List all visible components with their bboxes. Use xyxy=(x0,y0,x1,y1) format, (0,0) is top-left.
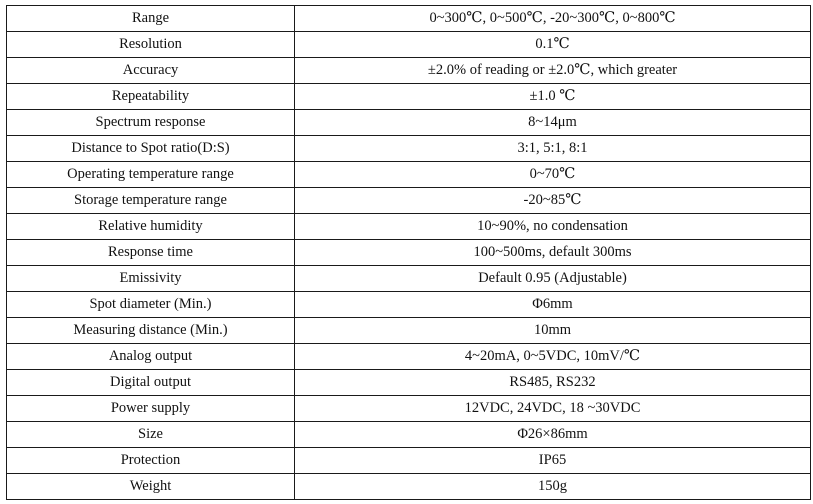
table-row-power-supply xyxy=(7,396,811,422)
resolution-value: 0.1℃ xyxy=(295,32,811,58)
table-row-storage-temperature xyxy=(7,188,811,214)
table-row-measuring-distance xyxy=(7,318,811,344)
accuracy-value: ±2.0% of reading or ±2.0℃, which greater xyxy=(295,58,811,84)
table-row-repeatability xyxy=(7,84,811,110)
size-value: Φ26×86mm xyxy=(295,422,811,448)
storage-temperature-label: Storage temperature range xyxy=(7,188,295,214)
relative-humidity-value: 10~90%, no condensation xyxy=(295,214,811,240)
analog-output-label: Analog output xyxy=(7,344,295,370)
response-time-label: Response time xyxy=(7,240,295,266)
table-row-digital-output xyxy=(7,370,811,396)
spot-diameter-label: Spot diameter (Min.) xyxy=(7,292,295,318)
digital-output-label: Digital output xyxy=(7,370,295,396)
table-row-protection xyxy=(7,448,811,474)
power-supply-value: 12VDC, 24VDC, 18 ~30VDC xyxy=(295,396,811,422)
specification-table-body xyxy=(7,6,811,500)
distance-to-spot-ratio-label: Distance to Spot ratio(D:S) xyxy=(7,136,295,162)
emissivity-value: Default 0.95 (Adjustable) xyxy=(295,266,811,292)
protection-label: Protection xyxy=(7,448,295,474)
spectrum-response-label: Spectrum response xyxy=(7,110,295,136)
range-label: Range xyxy=(7,6,295,32)
weight-label: Weight xyxy=(7,474,295,500)
table-row-relative-humidity xyxy=(7,214,811,240)
emissivity-label: Emissivity xyxy=(7,266,295,292)
table-row-spot-diameter xyxy=(7,292,811,318)
table-row-spectrum-response xyxy=(7,110,811,136)
repeatability-value: ±1.0 ℃ xyxy=(295,84,811,110)
relative-humidity-label: Relative humidity xyxy=(7,214,295,240)
storage-temperature-value: -20~85℃ xyxy=(295,188,811,214)
operating-temperature-value: 0~70℃ xyxy=(295,162,811,188)
table-row-emissivity xyxy=(7,266,811,292)
table-row-distance-to-spot-ratio xyxy=(7,136,811,162)
repeatability-label: Repeatability xyxy=(7,84,295,110)
accuracy-label: Accuracy xyxy=(7,58,295,84)
measuring-distance-label: Measuring distance (Min.) xyxy=(7,318,295,344)
table-row-analog-output xyxy=(7,344,811,370)
size-label: Size xyxy=(7,422,295,448)
table-row-range xyxy=(7,6,811,32)
table-row-weight xyxy=(7,474,811,500)
operating-temperature-label: Operating temperature range xyxy=(7,162,295,188)
response-time-value: 100~500ms, default 300ms xyxy=(295,240,811,266)
weight-value: 150g xyxy=(295,474,811,500)
resolution-label: Resolution xyxy=(7,32,295,58)
specification-table xyxy=(6,5,811,500)
range-value: 0~300℃, 0~500℃, -20~300℃, 0~800℃ xyxy=(295,6,811,32)
measuring-distance-value: 10mm xyxy=(295,318,811,344)
digital-output-value: RS485, RS232 xyxy=(295,370,811,396)
table-row-accuracy xyxy=(7,58,811,84)
table-row-response-time xyxy=(7,240,811,266)
distance-to-spot-ratio-value: 3:1, 5:1, 8:1 xyxy=(295,136,811,162)
table-row-operating-temperature xyxy=(7,162,811,188)
table-row-resolution xyxy=(7,32,811,58)
spot-diameter-value: Φ6mm xyxy=(295,292,811,318)
protection-value: IP65 xyxy=(295,448,811,474)
spectrum-response-value: 8~14μm xyxy=(295,110,811,136)
power-supply-label: Power supply xyxy=(7,396,295,422)
analog-output-value: 4~20mA, 0~5VDC, 10mV/℃ xyxy=(295,344,811,370)
table-row-size xyxy=(7,422,811,448)
